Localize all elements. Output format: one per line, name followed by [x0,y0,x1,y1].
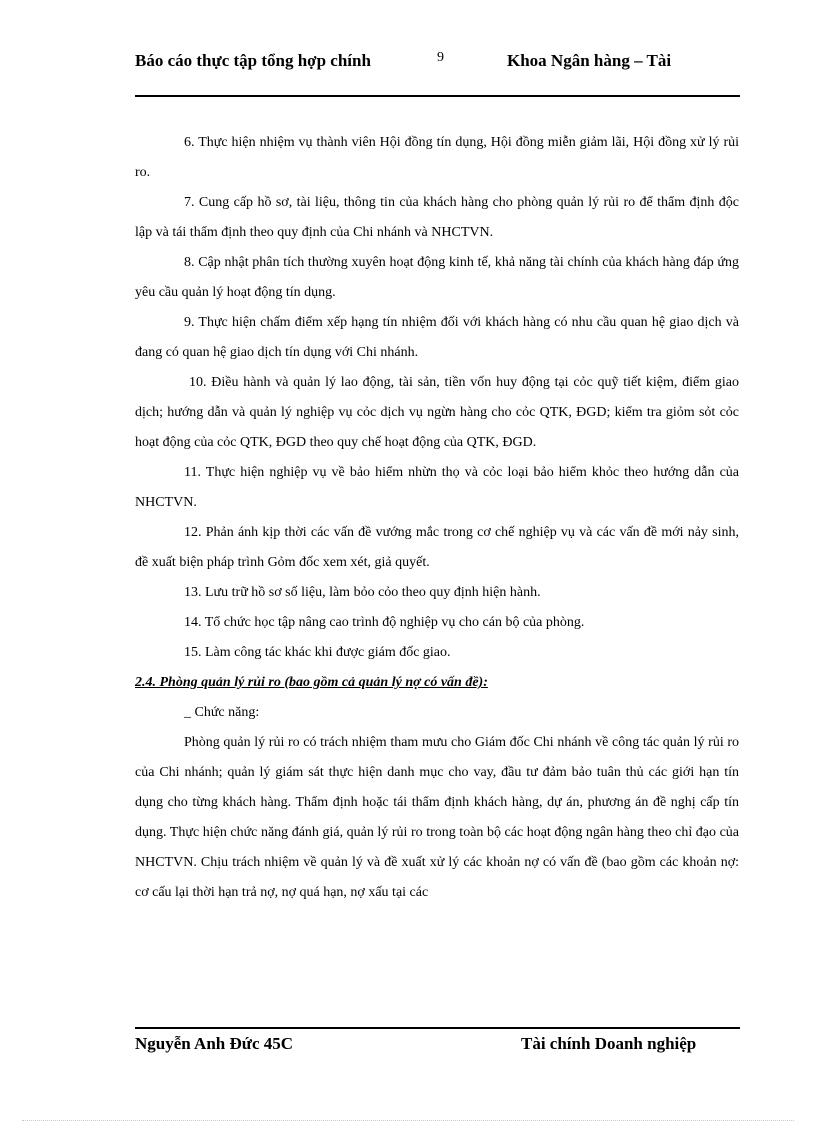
paragraph-7: 7. Cung cấp hồ sơ, tài liệu, thông tin của khách hàng cho phòng quản lý rủi ro để thẩm định độc lập và tái thẩm định theo quy định của Chi nhánh và NHCTVN. [135,195,739,240]
header-report-title: Báo cáo thực tập tổng hợp chính [135,51,371,70]
section-heading: 2.4. Phòng quản lý rủi ro (bao gồm cả quản lý nợ có vấn đề): [135,675,488,690]
paragraph-9: 9. Thực hiện chấm điểm xếp hạng tín nhiệm đối với khách hàng có nhu cầu quan hệ giao dịch và đang có quan hệ giao dịch tín dụng với Chi nhánh. [135,315,739,360]
header-divider [135,95,740,97]
footer-author: Nguyễn Anh Đức 45C [135,1034,294,1053]
document-body [135,128,739,908]
paragraph-15: 15. Làm công tác khác khi được giám đốc giao. [184,645,451,660]
paragraph-function: Phòng quản lý rủi ro có trách nhiệm tham mưu cho Giám đốc Chi nhánh về công tác quản lý rủi ro của Chi nhánh; quản lý giám sát thực hiện danh mục cho vay, đầu tư đảm bảo tuân thủ các giới hạn tín dụng cho từng khách hàng. Thẩm định hoặc tái thẩm định khách hàng, dự án, phương án đề nghị cấp tín dụng. Thực hiện chức năng đánh giá, quản lý rủi ro trong toàn bộ các hoạt động ngân hàng theo chỉ đạo của NHCTVN. Chịu trách nhiệm về quản lý và đề xuất xử lý các khoản nợ có vấn đề (bao gồm các khoản nợ: cơ cấu lại thời hạn trả nợ, nợ quá hạn, nợ xấu tại các [135,735,739,900]
paragraph-13: 13. Lưu trữ hồ sơ số liệu, làm bỏo cỏo theo quy định hiện hành. [184,585,541,600]
paragraph-12: 12. Phản ánh kịp thời các vấn đề vướng mắc trong cơ chế nghiệp vụ và các vấn đề mới nảy sinh, đề xuất biện pháp trình Gỏm đốc xem xét, giả quyết. [135,525,739,570]
page-bottom-edge [22,1120,794,1121]
paragraph-11: 11. Thực hiện nghiệp vụ về bảo hiểm nhừn thọ và cỏc loại bảo hiểm khỏc theo hướng dẫn của NHCTVN. [135,465,739,510]
footer-divider [135,1027,740,1029]
paragraph-8: 8. Cập nhật phân tích thường xuyên hoạt động kinh tế, khả năng tài chính của khách hàng đáp ứng yêu cầu quản lý hoạt động tín dụng. [135,255,739,300]
function-label: _ Chức năng: [184,705,260,720]
paragraph-6: 6. Thực hiện nhiệm vụ thành viên Hội đồng tín dụng, Hội đồng miễn giảm lãi, Hội đồng xử lý rủi ro. [135,135,739,180]
footer-department: Tài chính Doanh nghiệp [521,1034,697,1053]
paragraph-10: 10. Điều hành và quản lý lao động, tài sản, tiền vốn huy động tại cỏc quỹ tiết kiệm, điểm giao dịch; hướng dẫn và quản lý nghiệp vụ cỏc dịch vụ ngừn hàng cho cỏc QTK, ĐGD; kiểm tra giỏm sỏt cỏc hoạt động của cỏc QTK, ĐGD theo quy chế hoạt động của QTK, ĐGD. [135,375,739,450]
page-number: 9 [437,50,444,65]
header-faculty: Khoa Ngân hàng – Tài [507,51,672,70]
paragraph-14: 14. Tổ chức học tập nâng cao trình độ nghiệp vụ cho cán bộ của phòng. [184,615,585,630]
